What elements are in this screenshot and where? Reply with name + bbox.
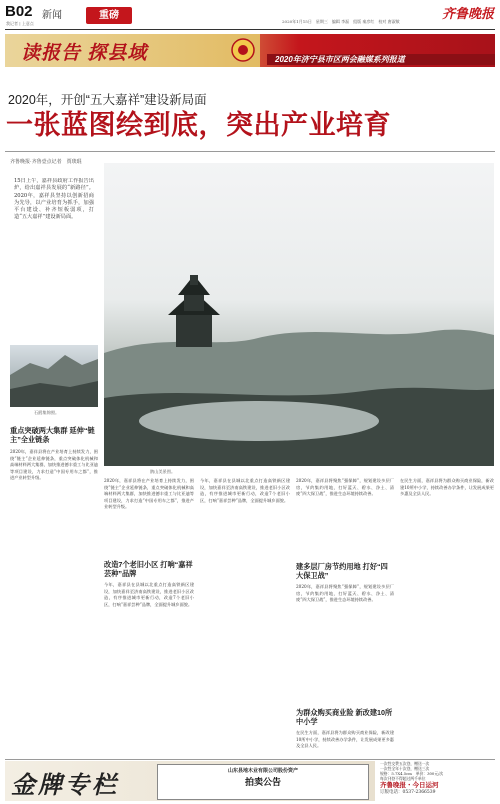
section-3-body: 2020年，嘉祥县将聚焦“强保障”，规划建设多层厂房，节约集约用地，打好蓝天、碧水、净土、清废“四大保卫战”，推进生态环境持续改善。 [296,584,394,603]
headline-main: 一张蓝图绘到底，突出产业培育 [6,110,391,141]
masthead-rule [5,29,495,30]
page-number: B02 [5,3,33,20]
section-4-continued: 在民生方面，嘉祥县将为群众购买商业保险，新改建10所中小学，持续改善办学条件，让发展成果更多惠及全县人民。 [400,478,494,497]
caption-left: 石鸥集锦照。 [34,410,60,415]
byline: 齐鲁晚报·齐鲁壹点记者 贾琰琨 [10,159,82,165]
section-1-body: 2020年，嘉祥县将在产业培育上持续发力，围绕“链主”企业延伸链条，重点突破体化机械和高端材料两大集群，加快推进德丰重工与比亚迪等项目建设，力求打造“中国专用车之都”，推进产业转型升级。 [10,449,98,481]
masthead-sub-labels: 我记者 | 上意点 [6,21,34,26]
ad-top-rule [5,759,495,760]
emblem-icon [230,37,256,63]
article-column-4 [296,478,394,758]
cliff-landscape-icon [10,345,98,407]
ad-banner [5,761,375,801]
date-line: 2020年1月15日 星期三 编辑 李磊 组版 秦彦红 校对 唐淑敏 [282,19,400,24]
section-3-title: 建多层厂房节约用地 打好“四大保卫战” [296,562,388,580]
headline-rule [5,151,495,152]
headline-kicker: 2020年，开创“五大嘉祥”建设新局面 [8,93,207,107]
section-name: 新闻 [42,10,62,21]
ad-side-slogan: 齐鲁晚报・今日运河 [380,782,439,789]
section-4-title: 为群众购买商业险 新改建10所中小学 [296,708,393,726]
landscape-scene-icon [104,163,494,466]
ad-side-phone: 订版电话：0537-2366539 [380,790,436,795]
ad-side-item: 每次刊登不得超过两千单位 [380,776,426,781]
banner-left-title: 读报告 探县域 [21,43,148,64]
ad-notice-box [157,764,369,800]
section-2-body: 今年，嘉祥县在县城以北重点打造高铁新区建设，加快嘉祥至济南高铁建设，推进老旧小区改造，有序推进城市更新行动，改造7个老旧小区，打响“嘉祥芸种”品牌，全面提升城乡面貌。 [104,582,194,607]
ad-side-panel [380,761,495,801]
section-3-lead: 2020年，嘉祥县将聚焦“强保障”，规划建设多层厂房，节约集约用地，打好蓝天、碧水、净土、清废“四大保卫战”，推进生态环境持续改善。 [296,478,394,497]
section-tag: 重磅 [86,7,132,24]
newspaper-brand: 齐鲁晚报 [442,7,495,22]
ad-notice-title: 山东县地木业有限公司股份资产 [227,768,298,774]
banner-right-title: 2020年济宁县市区两会融媒系列报道 [275,55,405,64]
section-4-body: 在民生方面，嘉祥县将为群众购买商业保险，新改建10所中小学，持续改善办学条件，让发展成果更多惠及全县人民。 [296,730,394,749]
section-1-title: 重点突破两大集群 延伸“链主”全业链条 [10,426,95,444]
article-column-1 [10,426,98,756]
lead-paragraph-box [14,178,94,343]
article-column-5 [400,478,494,758]
ad-side-item: 一次性交费五次登，赠送一次 [380,761,430,766]
photo-main [104,163,494,466]
lead-paragraph: 15日上午，嘉祥县政府工作报告出炉，给出嘉祥县发展的“新路径”。2020年，嘉祥县坚持以创新招商为先导，以产业培育为抓手，加强平台建设、补齐短板弱项，打造“五大嘉祥”建设新局面。 [14,178,94,221]
ad-side-item: 规格：5.7X4.5cm 单价：300元/次 [380,771,444,776]
photo-left [10,345,98,407]
ad-notice-subtitle: 拍卖公告 [244,777,281,787]
section-2-continued: 今年，嘉祥县在县城以北重点打造高铁新区建设，加快嘉祥至济南高铁建设，推进老旧小区改造，有序推进城市更新行动，改造7个老旧小区，打响“嘉祥芸种”品牌，全面提升城乡面貌。 [200,478,290,503]
article-column-2 [104,478,194,758]
section-1-continued: 2020年，嘉祥县将在产业培育上持续发力，围绕“链主”企业延伸链条，重点突破体化机械和高端材料两大集群，加快推进德丰重工与比亚迪等项目建设，力求打造“中国专用车之都”，推进产业转型升级。 [104,478,194,510]
ad-decoration-text: 金牌专栏 [11,770,119,799]
article-column-3 [200,478,290,758]
caption-main: 鹊山美景图。 [150,469,176,474]
section-2-title: 改造7个老旧小区 打响“嘉祥芸种”品牌 [104,560,193,578]
ad-side-item: 一次性全年十次登，赠送三次 [380,766,430,771]
series-banner [5,34,495,67]
